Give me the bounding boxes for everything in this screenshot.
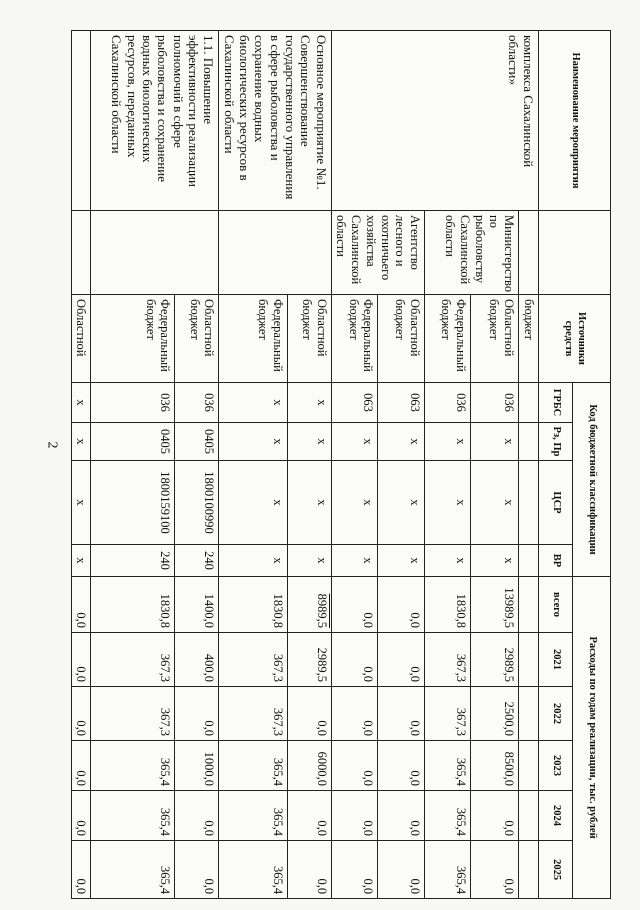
rz-cell: х [219, 423, 287, 461]
header-event-name: Наименование мероприятия [539, 31, 611, 211]
y2021-cell: 367,3 [91, 633, 175, 687]
responsible-cell [91, 211, 219, 295]
header-row-1 [573, 31, 611, 899]
total-cell: 0,0 [71, 577, 91, 633]
y2022-cell: 0,0 [287, 687, 331, 741]
rz-cell: х [71, 423, 91, 461]
responsible-cell: Министерство по рыболовству Сахалинской области [425, 211, 519, 295]
grbs-cell: 036 [471, 383, 519, 423]
total-cell: 0,0 [378, 577, 425, 633]
y2021-cell: 367,3 [425, 633, 471, 687]
header-classification: Код бюджетной классификации [573, 383, 611, 577]
csr-cell: 1800159100 [91, 461, 175, 545]
event-name-cell: 1.1. Повышение эффективности реализации полномочий в сфере рыболовства и сохранение водных биологических ресурсов, переданных Сахалинской области [91, 31, 219, 211]
source-cell: Областной [71, 295, 91, 383]
y2022-cell: 2500,0 [471, 687, 519, 741]
y2023-cell: 1000,0 [175, 741, 219, 791]
source-cell: Областной бюджет [175, 295, 219, 383]
y2025-cell: 0,0 [331, 841, 378, 899]
header-grbs: ГРБС [539, 383, 573, 423]
header-csr: ЦСР [539, 461, 573, 545]
source-cell: Федеральный бюджет [219, 295, 287, 383]
grbs-cell: 036 [91, 383, 175, 423]
source-cell: Федеральный бюджет [425, 295, 471, 383]
vr-cell: х [71, 545, 91, 577]
rz-cell: х [378, 423, 425, 461]
y2021-cell: 0,0 [331, 633, 378, 687]
y2022-cell: 0,0 [331, 687, 378, 741]
y2025-cell: 365,4 [219, 841, 287, 899]
csr-cell: х [425, 461, 471, 545]
event-name-cell: комплекса Сахалинской области» [331, 31, 538, 211]
header-2022: 2022 [539, 687, 573, 741]
source-cell: бюджет [519, 295, 539, 383]
vr-cell: х [471, 545, 519, 577]
y2025-cell: 0,0 [71, 841, 91, 899]
total-cell: 1400,0 [175, 577, 219, 633]
budget-table [71, 30, 611, 899]
vr-cell: х [331, 545, 378, 577]
y2024-cell: 365,4 [219, 791, 287, 841]
source-cell: Областной бюджет [471, 295, 519, 383]
total-cell: 8989,5 [287, 577, 331, 633]
rz-cell: х [287, 423, 331, 461]
y2022-cell: 0,0 [71, 687, 91, 741]
responsible-cell: Агентство лесного и охотничьего хозяйства Сахалинской области [331, 211, 425, 295]
event-name-cell [71, 31, 91, 211]
page-number: 2 [44, 441, 60, 449]
y2024-cell: 365,4 [91, 791, 175, 841]
header-total: всего [539, 577, 573, 633]
rotated-page [74, 30, 611, 898]
csr-cell: х [71, 461, 91, 545]
y2025-cell: 365,4 [91, 841, 175, 899]
y2021-cell: 2989,5 [287, 633, 331, 687]
csr-cell: х [287, 461, 331, 545]
y2024-cell: 0,0 [71, 791, 91, 841]
total-cell: 1830,8 [425, 577, 471, 633]
y2025-cell: 0,0 [378, 841, 425, 899]
y2025-cell: 0,0 [287, 841, 331, 899]
y2022-cell: 367,3 [425, 687, 471, 741]
responsible-cell [519, 211, 539, 295]
y2023-cell: 0,0 [378, 741, 425, 791]
event-name-cell: Основное мероприятие №1. Совершенствование государственного управления в сфере рыболовства и сохранение водных биологических ресурсов в Сахалинской области [219, 31, 331, 211]
table-row [287, 31, 331, 899]
grbs-cell: х [71, 383, 91, 423]
grbs-cell: х [287, 383, 331, 423]
y2021-cell: 400,0 [175, 633, 219, 687]
total-cell: 13989,5 [471, 577, 519, 633]
responsible-cell [219, 211, 331, 295]
y2024-cell: 365,4 [425, 791, 471, 841]
y2024-cell: 0,0 [378, 791, 425, 841]
y2023-cell: 8500,0 [471, 741, 519, 791]
y2024-cell: 0,0 [471, 791, 519, 841]
source-cell: Федеральный бюджет [91, 295, 175, 383]
y2022-cell: 367,3 [219, 687, 287, 741]
y2023-cell: 0,0 [71, 741, 91, 791]
header-expenses: Расходы по годам реализации, тыс. рублей [573, 577, 611, 899]
header-2025: 2025 [539, 841, 573, 899]
table-row [175, 31, 219, 899]
y2023-cell: 365,4 [425, 741, 471, 791]
responsible-cell [71, 211, 91, 295]
header-2023: 2023 [539, 741, 573, 791]
y2025-cell: 0,0 [471, 841, 519, 899]
y2024-cell: 0,0 [331, 791, 378, 841]
table-row [71, 31, 91, 899]
rz-cell: х [425, 423, 471, 461]
y2024-cell: 0,0 [175, 791, 219, 841]
total-cell: 1830,8 [219, 577, 287, 633]
y2022-cell: 0,0 [175, 687, 219, 741]
vr-cell: х [287, 545, 331, 577]
y2025-cell: 365,4 [425, 841, 471, 899]
y2023-cell: 365,4 [219, 741, 287, 791]
vr-cell: 240 [91, 545, 175, 577]
header-rz-pr: Рз, Пр [539, 423, 573, 461]
y2023-cell: 6000,0 [287, 741, 331, 791]
y2021-cell: 2989,5 [471, 633, 519, 687]
csr-cell: 1800100990 [175, 461, 219, 545]
y2021-cell: 0,0 [71, 633, 91, 687]
table-row [519, 31, 539, 899]
y2024-cell: 0,0 [287, 791, 331, 841]
grbs-cell: х [219, 383, 287, 423]
y2021-cell: 0,0 [378, 633, 425, 687]
grbs-cell: 036 [175, 383, 219, 423]
source-cell: Областной бюджет [378, 295, 425, 383]
header-responsible [539, 211, 611, 295]
grbs-cell: 063 [378, 383, 425, 423]
rz-cell: х [471, 423, 519, 461]
csr-cell: х [471, 461, 519, 545]
y2023-cell: 0,0 [331, 741, 378, 791]
header-2021: 2021 [539, 633, 573, 687]
header-sources: Источники средств [539, 295, 611, 383]
vr-cell: 240 [175, 545, 219, 577]
y2022-cell: 367,3 [91, 687, 175, 741]
y2025-cell: 0,0 [175, 841, 219, 899]
header-2024: 2024 [539, 791, 573, 841]
csr-cell: х [219, 461, 287, 545]
y2021-cell: 367,3 [219, 633, 287, 687]
header-vr: ВР [539, 545, 573, 577]
source-cell: Федеральный бюджет [331, 295, 378, 383]
total-cell: 0,0 [331, 577, 378, 633]
rz-cell: 0405 [175, 423, 219, 461]
rz-cell: 0405 [91, 423, 175, 461]
csr-cell: х [331, 461, 378, 545]
vr-cell: х [219, 545, 287, 577]
total-cell: 1830,8 [91, 577, 175, 633]
rz-cell: х [331, 423, 378, 461]
grbs-cell: 036 [425, 383, 471, 423]
csr-cell: х [378, 461, 425, 545]
y2023-cell: 365,4 [91, 741, 175, 791]
vr-cell: х [425, 545, 471, 577]
grbs-cell: 063 [331, 383, 378, 423]
vr-cell: х [378, 545, 425, 577]
y2022-cell: 0,0 [378, 687, 425, 741]
source-cell: Областной бюджет [287, 295, 331, 383]
